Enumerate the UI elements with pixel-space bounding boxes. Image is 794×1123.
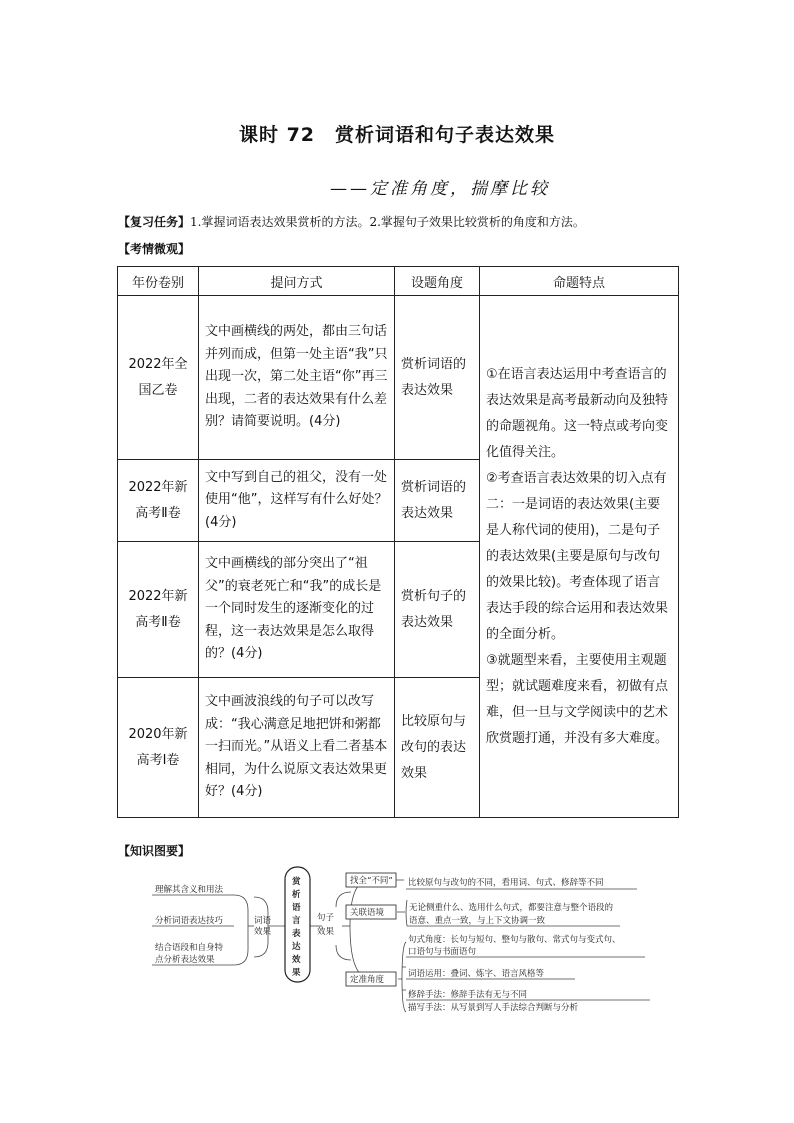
word-item: 理解其含义和用法	[155, 885, 224, 895]
node-detail	[408, 934, 621, 957]
node-detail: 比较原句与改句的不同，看用词、句式、修辞等不同	[408, 878, 604, 888]
node-detail: 描写手法：从写景到写人手法综合判断与分析	[408, 1003, 579, 1013]
header-angle: 设题角度	[395, 267, 480, 296]
exam-trend-label: 【考情微观】	[118, 242, 191, 256]
node-label: 找全“不同”	[350, 876, 393, 886]
node-connector	[396, 880, 405, 912]
angle-cell: 赏析句子的表达效果	[395, 542, 480, 678]
word-item-line1: 结合语段和自身特	[155, 943, 224, 953]
center-char: 效	[292, 955, 301, 965]
node-detail-line2: 口语句与书面语句	[408, 947, 477, 957]
center-char: 表	[292, 929, 301, 939]
knowledge-map-label: 【知识图要】	[118, 844, 191, 858]
node-detail-line1: 句式角度：长句与短句、整句与散句、常式句与变式句、	[408, 935, 621, 945]
table-header-row	[118, 267, 679, 296]
node-detail: 修辞手法：修辞手法有无与不同	[408, 990, 528, 1000]
center-char: 赏	[292, 877, 301, 887]
node-detail	[409, 902, 614, 926]
center-char: 语	[292, 903, 301, 913]
feature-item: ③就题型来看，主要使用主观题型；就试题难度来看，初做有点难，但一旦与文学阅读中的艺术欣赏题打通，并没有多大难度。	[486, 652, 669, 746]
node-label: 关联语境	[350, 908, 385, 918]
year-cell: 2022年新高考Ⅱ卷	[118, 542, 199, 678]
table-row	[118, 296, 679, 460]
center-char: 析	[292, 890, 301, 900]
word-bracket	[234, 895, 248, 965]
review-task	[118, 214, 688, 230]
feature-item: ①在语言表达运用中考查语言的表达效果是高考最新动向及独特的命题视角。这一特点或考向变化值得关注。	[486, 366, 669, 460]
center-char: 果	[292, 968, 301, 978]
angle-cell: 赏析词语的表达效果	[395, 296, 480, 460]
word-item	[155, 942, 224, 965]
feature-item: ②考查语言表达效果的切入点有二：一是词语的表达效果(主要是人称代词的使用)，二是句子的表达效果(主要是原句与改句的效果比较)。考查体现了语言表达手段的综合运用和表达效果的全面分析。	[486, 470, 669, 642]
review-task-label: 【复习任务】	[118, 215, 191, 229]
question-cell: 文中写到自己的祖父，没有一处使用“他”，这样写有什么好处？(4分)	[199, 460, 395, 542]
question-cell: 文中画波浪线的句子可以改写成：“我心满意足地把饼和粥都一扫而光。”从语义上看二者基本相同，为什么说原文表达效果更好？(4分)	[199, 678, 395, 818]
header-year: 年份卷别	[118, 267, 199, 296]
word-item-line2: 点分析表达效果	[155, 955, 215, 965]
node-detail-line1: 无论侧重什么、选用什么句式，都要注意与整个语段的	[409, 903, 614, 913]
question-cell: 文中画横线的两处，都由三句话并列而成，但第一处主语“我”只出现一次，第二处主语“你”再三出现，二者的表达效果有什么差别？请简要说明。(4分)	[199, 296, 395, 460]
year-cell: 2020年新高考Ⅰ卷	[118, 678, 199, 818]
header-feature: 命题特点	[480, 267, 679, 296]
header-question: 提问方式	[199, 267, 395, 296]
word-branch-label-2: 效果	[254, 927, 272, 937]
page-subtitle: ——定准角度，揣摩比较	[330, 179, 550, 199]
word-branch-label: 词语	[254, 916, 272, 926]
center-char: 达	[292, 942, 301, 952]
angle-cell: 比较原句与改句的表达效果	[395, 678, 480, 818]
detail-bracket	[406, 900, 407, 926]
feature-cell	[480, 296, 679, 818]
page-title: 课时 72 赏析词语和句子表达效果	[238, 124, 556, 146]
node-label: 定准角度	[350, 975, 385, 985]
year-cell: 2022年新高考Ⅱ卷	[118, 460, 199, 542]
sentence-branch-label-2: 效果	[317, 927, 335, 937]
center-char: 言	[292, 916, 301, 926]
node-detail: 词语运用：叠词、炼字、语言风格等	[408, 969, 545, 979]
knowledge-map	[150, 862, 650, 1022]
year-cell: 2022年全国乙卷	[118, 296, 199, 460]
sentence-branch-label: 句子	[317, 913, 335, 923]
angle-cell: 赏析词语的表达效果	[395, 460, 480, 542]
question-cell: 文中画横线的部分突出了“祖父”的衰老死亡和“我”的成长是一个同时发生的逐渐变化的过程，这一表达效果是怎么取得的？(4分)	[199, 542, 395, 678]
node-detail-line2: 语意、重点一致，与上下文协调一致	[409, 916, 546, 926]
exam-trend-table	[117, 266, 679, 818]
sentence-bracket	[350, 880, 370, 978]
word-item: 分析词语表达技巧	[155, 916, 224, 926]
angle-bracket	[398, 942, 406, 1012]
review-task-text: 1.掌握词语表达效果赏析的方法。2.掌握句子效果比较赏析的角度和方法。	[190, 215, 585, 229]
